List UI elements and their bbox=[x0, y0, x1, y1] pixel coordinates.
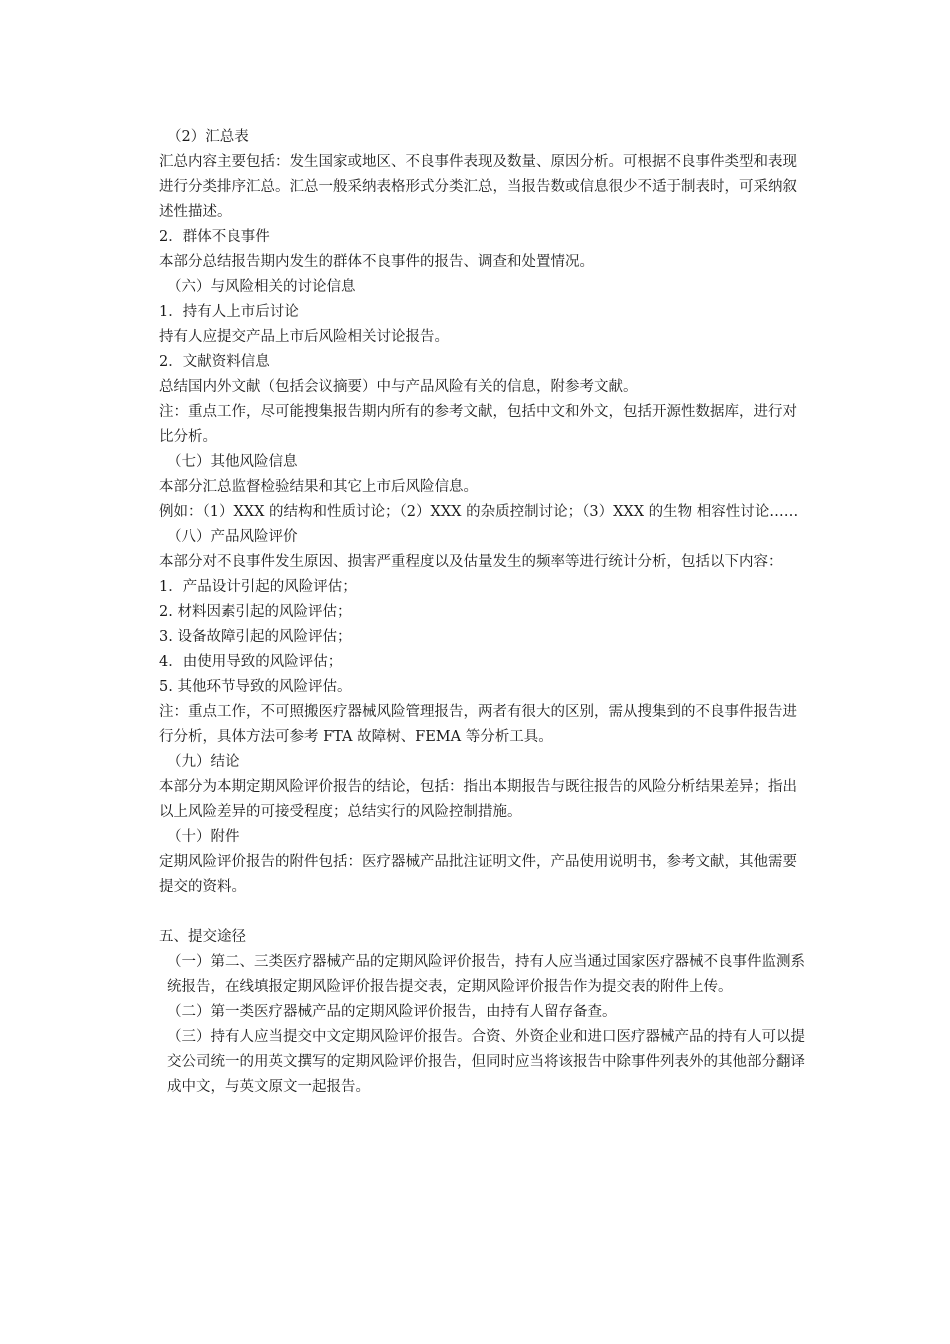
paragraph: （六）与风险相关的讨论信息 bbox=[167, 279, 356, 295]
paragraph: 2. 材料因素引起的风险评估； bbox=[159, 604, 352, 620]
paragraph: 注：重点工作，不可照搬医疗器械风险管理报告，两者有很大的区别，需从搜集到的不良事件报告进行分析，具体方法可参考 FTA 故障树、FEMA 等分析工具。 bbox=[159, 704, 797, 745]
paragraph: 1．持有人上市后讨论 bbox=[159, 304, 299, 320]
paragraph: 1．产品设计引起的风险评估； bbox=[159, 579, 357, 595]
paragraph: 3. 设备故障引起的风险评估； bbox=[159, 629, 352, 645]
paragraph: 2．群体不良事件 bbox=[159, 229, 270, 245]
paragraph: （三）持有人应当提交中文定期风险评价报告。合资、外资企业和进口医疗器械产品的持有人可以提交公司统一的用英文撰写的定期风险评价报告，但同时应当将该报告中除事件列表外的其他部分翻译成中文，与英文原文一起报告。 bbox=[167, 1029, 805, 1095]
paragraph: 本部分对不良事件发生原因、损害严重程度以及估量发生的频率等进行统计分析，包括以下内容： bbox=[159, 554, 783, 570]
paragraph: 2．文献资料信息 bbox=[159, 354, 270, 370]
paragraph: 汇总内容主要包括：发生国家或地区、不良事件表现及数量、原因分析。可根据不良事件类型和表现进行分类排序汇总。汇总一般采纳表格形式分类汇总，当报告数或信息很少不适于制表时，可采纳叙述性描述。 bbox=[159, 154, 797, 220]
paragraph: 总结国内外文献（包括会议摘要）中与产品风险有关的信息，附参考文献。 bbox=[159, 379, 638, 395]
paragraph: 5. 其他环节导致的风险评估。 bbox=[159, 679, 352, 695]
paragraph: 五、提交途径 bbox=[159, 929, 246, 945]
paragraph: （九）结论 bbox=[167, 754, 240, 770]
paragraph: 本部分为本期定期风险评价报告的结论，包括：指出本期报告与既往报告的风险分析结果差异；指出以上风险差异的可接受程度；总结实行的风险控制措施。 bbox=[159, 779, 797, 820]
paragraph: 4．由使用导致的风险评估； bbox=[159, 654, 343, 670]
paragraph: 注：重点工作，尽可能搜集报告期内所有的参考文献，包括中文和外文，包括开源性数据库，进行对比分析。 bbox=[159, 404, 797, 445]
paragraph: （2）汇总表 bbox=[167, 129, 249, 145]
paragraph: （二）第一类医疗器械产品的定期风险评价报告，由持有人留存备查。 bbox=[167, 1004, 617, 1020]
paragraph: 本部分汇总监督检验结果和其它上市后风险信息。 bbox=[159, 479, 478, 495]
paragraph: （七）其他风险信息 bbox=[167, 454, 298, 470]
blank-line bbox=[145, 900, 810, 925]
paragraph: 本部分总结报告期内发生的群体不良事件的报告、调查和处置情况。 bbox=[159, 254, 594, 270]
paragraph: （十）附件 bbox=[167, 829, 240, 845]
paragraph: 持有人应提交产品上市后风险相关讨论报告。 bbox=[159, 329, 449, 345]
paragraph: （八）产品风险评价 bbox=[167, 529, 298, 545]
document-body bbox=[145, 125, 810, 1100]
paragraph: （一）第二、三类医疗器械产品的定期风险评价报告，持有人应当通过国家医疗器械不良事件监测系统报告，在线填报定期风险评价报告提交表，定期风险评价报告作为提交表的附件上传。 bbox=[167, 954, 805, 995]
paragraph: 定期风险评价报告的附件包括：医疗器械产品批注证明文件，产品使用说明书，参考文献，其他需要提交的资料。 bbox=[159, 854, 797, 895]
paragraph: 例如：（1）XXX 的结构和性质讨论；（2）XXX 的杂质控制讨论；（3）XXX 的生物 相容性讨论…… bbox=[159, 504, 799, 520]
